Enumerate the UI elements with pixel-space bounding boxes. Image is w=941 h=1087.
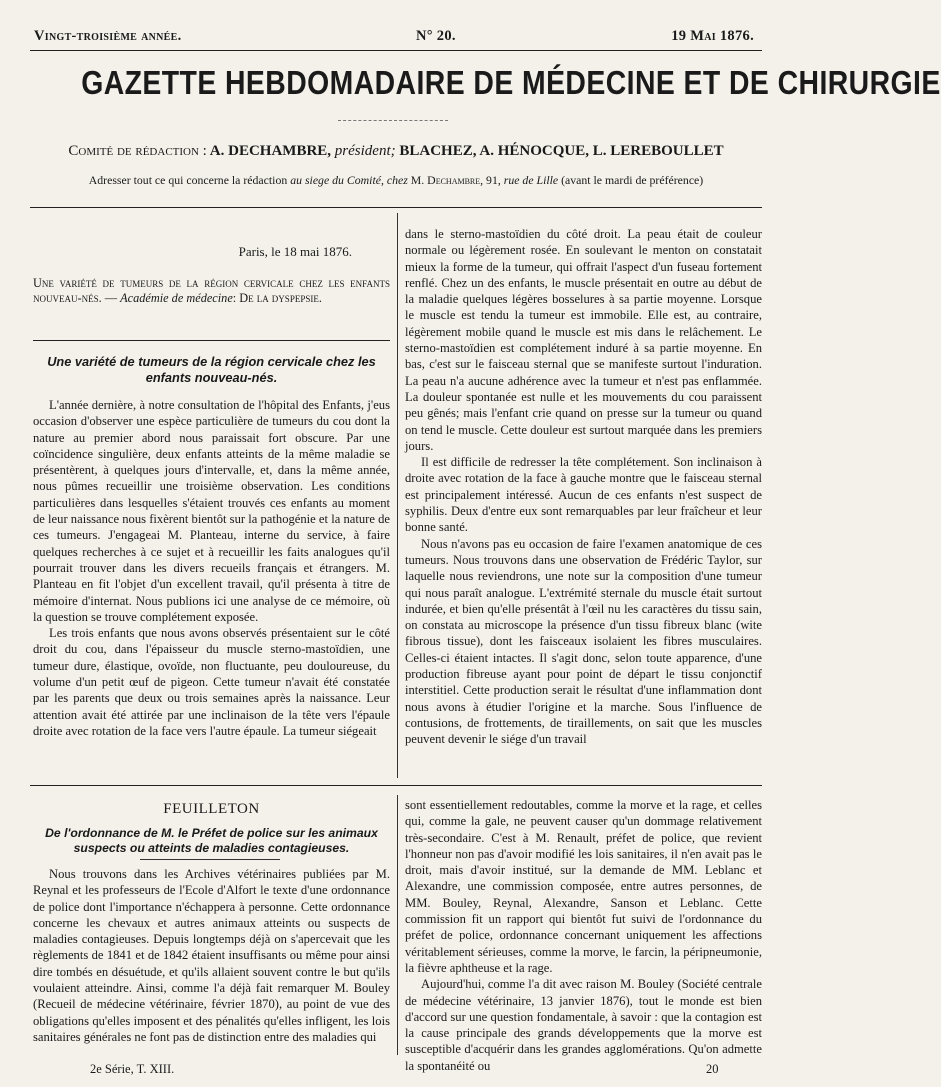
issue-number: N° 20. (416, 28, 456, 44)
header-topline (34, 28, 754, 48)
article-subhead: Une variété de tumeurs de la région cervicale chez les enfants nouveau-nés. (47, 354, 376, 385)
paragraph: sont essentiellement redoutables, comme la morve et la rage, et celles qui, comme la gale, ne peuvent causer qu'un dommage relativement très-secondaire. C'est à M. Renault, préfet de police, que revient l'honneur non pas d'avoir modifié les lois sanitaires, il n'en avait pas le droit, mais d'avoir institué, sur la demande de MM. Leblanc et Alexandre, une commission composée, entre autres personnes, de MM. Bouley, Reynal, Alexandre, Sanson et Leblanc. Cette commission fit un rapport qui bientôt fut suivi de l'ordonnance du préfet de police, ordonnance concernant uniquement les affections véritablement sérieuses, comme la morve, le farcin, la péripneumonie, la fièvre aphtheuse et la rage. (405, 798, 762, 975)
issue-date: 19 Mai 1876. (671, 28, 754, 44)
committee-label: Comité de rédaction : (68, 143, 207, 159)
masthead-title: GAZETTE HEBDOMADAIRE DE MÉDECINE ET DE CHIRURGIE (81, 64, 941, 101)
committee-chief: A. DECHAMBRE, (209, 143, 332, 159)
address-part: (avant le mardi de préférence) (561, 173, 704, 187)
page-number: 20 (706, 1062, 719, 1076)
address-part: rue de Lille (503, 173, 559, 187)
paragraph: Les trois enfants que nous avons observés présentaient sur le côté droit du cou, dans l'épaisseur du muscle sterno-mastoïdien, une tumeur dure, élastique, ovoïde, non fluctuante, peu douloureuse, du volume d'un petit œuf de pigeon. Cette tumeur n'avait été constatée par les parents que deux ou trois semaines après la naissance. Leur attention avait été attirée par une inclinaison de la tête vers l'épaule droite avec rotation de la face vers l'autre épaule. La tumeur siégeait (33, 626, 390, 738)
committee-role: président; (334, 143, 396, 159)
feuilleton-title: FEUILLETON (163, 801, 260, 817)
header-rule (30, 50, 762, 51)
column-divider (397, 213, 398, 778)
address-part: Adresser tout ce qui concerne la rédaction (88, 173, 288, 187)
summary-rule (33, 340, 390, 341)
summary-part: : De la dyspepsie. (232, 291, 322, 305)
feuilleton-subhead-rule (140, 859, 280, 860)
section-rule (30, 207, 762, 208)
article-right-column (405, 226, 762, 781)
editorial-committee (30, 143, 762, 165)
feuilleton-column-divider (397, 795, 398, 1055)
article-left-column (33, 397, 390, 779)
paragraph: dans le sterno-mastoïdien du côté droit. La peau était de couleur normale ou légèrement rosée. En soulevant le menton on constatait mieux la forme de la tumeur, qui offrait l'aspect d'un fuseau fortement renflé. Chez un des enfants, le muscle présentait en outre au début de la maladie quelques légères bosselures à sa partie moyenne. Lorsque le muscle est tendu la tumeur est immobile. Elle est, au contraire, légèrement mobile quand le muscle est mis dans le relâchement. Le sterno-mastoïdien est complétement induré à sa partie moyenne. En bas, c'est sur le faisceau sternal que se manifeste surtout l'induration. La peau n'a aucune adhérence avec la tumeur et n'est pas enflammée. La douleur spontanée est nulle et les mouvements du cou paraissent peu gênés; mais l'enfant crie quand on presse sur la tumeur ou quand on tend le muscle. Cette douleur est surtout marquée dans les premiers jours. (405, 227, 762, 453)
paragraph: Nous trouvons dans les Archives vétérinaires publiées par M. Reynal et les professeurs de l'Ecole d'Alfort le texte d'une ordonnance de police dont l'importance n'échappera à personne. Cette ordonnance concerne les chevaux et autres animaux atteints ou suspects de maladies contagieuses. Depuis longtemps déjà on s'apercevait que les règlements de 1841 et de 1842 étaient insuffisants ou même pour ainsi dire tombés en désuétude, et qu'ils allaient souvent contre le but qu'ils voulaient atteindre. Ainsi, comme l'a déjà fait remarquer M. Bouley (Recueil de médecine vétérinaire, février 1870), au point de vue des obligations qu'elles imposent et des pénalités qu'elles infligent, les lois sanitaires générales ne font pas de distinction entre des maladies qui (33, 867, 390, 1044)
address-part: au siege du Comité, chez (290, 173, 408, 187)
series-footer: 2e Série, T. XIII. (90, 1062, 175, 1076)
summary-part: Une variété de tumeurs de la région cervicale chez les enfants nouveau-nés. — (33, 276, 390, 305)
paragraph: Nous n'avons pas eu occasion de faire l'examen anatomique de ces tumeurs. Nous trouvons dans une observation de Frédéric Taylor, sur laquelle nous reviendrons, une note sur la composition d'une tumeur qui nous paraît analogue. L'extrémité sternale du muscle était surtout indurée, et bien qu'elle présentât à l'œil nu les caractères du tissu sain, on constata au microscope la présence d'un tissu fibreux blanc (wite fibrous tissue), dont les faisceaux isolaient les fibres musculaires. Celles-ci étaient intactes. Il s'agit donc, selon toute apparence, d'une production fibreuse ayant pour point de départ le tissu conjonctif interstitiel. Cette production serait le résultat d'une inflammation dont nous avons à étudier l'origine et la marche. Sous l'influence de contusions, de frottements, de tiraillements, on sait que les muscles peuvent devenir le siége d'un travail (405, 536, 762, 747)
paragraph: Il est difficile de redresser la tête complétement. Son inclinaison à droite avec rotation de la face à gauche montre que le faisceau sternal est principalement intéressé. Aucun de ces enfants n'est suspect de syphilis. Deux d'entre eux sont remarquables par leur fraîcheur et leur bonne santé. (405, 455, 762, 535)
feuilleton-rule (30, 785, 762, 786)
address-part: 91, (486, 173, 501, 187)
dateline: Paris, le 18 mai 1876. (238, 244, 352, 259)
feuilleton-left-column (33, 866, 390, 1058)
summary-part: Académie de médecine (120, 291, 233, 305)
address-part: M. Dechambre, (410, 173, 484, 187)
paragraph: L'année dernière, à notre consultation de l'hôpital des Enfants, j'eus occasion d'observer une espèce particulière de tumeurs du cou dont la nature au premier abord nous paraissait fort obscure. Par une coïncidence singulière, deux enfants atteints de la même maladie se présentèrent, à quelques jours d'intervalle, et, dans la même année, nous pûmes recueillir une troisième observation. Les conditions particulières dans lesquelles s'étaient trouvés ces enfants au moment de leur naissance nous fixèrent bientôt sur la pathogénie et la nature de ces tumeurs. J'engageai M. Planteau, interne du service, à faire quelques recherches à ce sujet et à recueillir les faits analogues qu'il pourrait trouver dans les divers recueils français et étrangers. M. Planteau en fit l'objet d'un excellent travail, qu'il présenta à titre de mémoire d'internat. Nous publions ici une analyse de ce mémoire, où la question se trouve complétement exposée. (33, 398, 390, 624)
article-summary (33, 276, 390, 306)
committee-members: BLACHEZ, A. HÉNOCQUE, L. LEREBOULLET (399, 143, 724, 159)
masthead-ornament (338, 120, 448, 121)
paragraph: Aujourd'hui, comme l'a dit avec raison M. Bouley (Société centrale de médecine vétérinaire, 13 janvier 1876), tout le monde est bien d'accord sur une question fondamentale, à savoir : que la contagion est la cause principale des grands développements que la morve est susceptible d'acquérir dans les grandes agglomérations. Qu'on admette la spontanéité ou (405, 977, 762, 1073)
year-label: Vingt-troisième année. (34, 28, 182, 44)
address-line (30, 173, 762, 191)
feuilleton-subhead: De l'ordonnance de M. le Préfet de police sur les animaux suspects ou atteints de maladies contagieuses. (45, 826, 378, 855)
